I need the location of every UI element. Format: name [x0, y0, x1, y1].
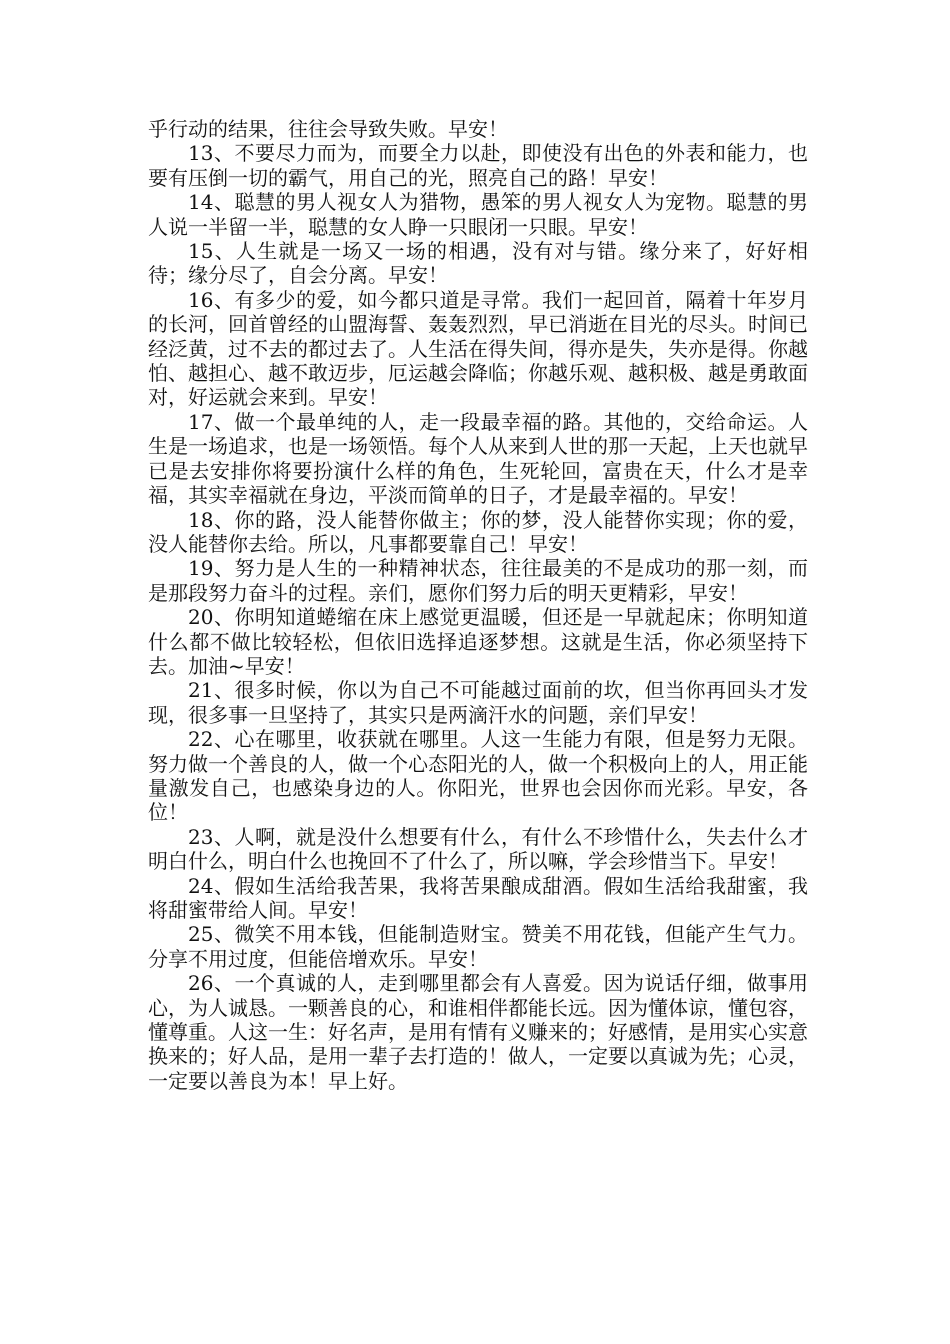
paragraph-15: 15、人生就是一场又一场的相遇，没有对与错。缘分来了，好好相待；缘分尽了，自会分离。早安！ [148, 239, 808, 288]
paragraph-17: 17、做一个最单纯的人，走一段最幸福的路。其他的，交给命运。人生是一场追求，也是一场领悟。每个人从来到人世的那一天起，上天也就早已是去安排你将要扮演什么样的角色，生死轮回，富贵在天，什么才是幸福，其实幸福就在身边，平淡而简单的日子，才是最幸福的。早安！ [148, 409, 808, 508]
paragraph-26: 26、一个真诚的人，走到哪里都会有人喜爱。因为说话仔细，做事用心，为人诚恳。一颗善良的心，和谁相伴都能长远。因为懂体谅，懂包容，懂尊重。人这一生：好名声，是用有情有义赚来的；好感情，是用实心实意换来的；好人品，是用一辈子去打造的！做人，一定要以真诚为先；心灵，一定要以善良为本！早上好。 [148, 971, 808, 1093]
paragraph-16: 16、有多少的爱，如今都只道是寻常。我们一起回首，隔着十年岁月的长河，回首曾经的山盟海誓、轰轰烈烈，早已消逝在目光的尽头。时间已经泛黄，过不去的都过去了。人生活在得失间，得亦是失，失亦是得。你越怕、越担心、越不敢迈步，厄运越会降临；你越乐观、越积极、越是勇敢面对，好运就会来到。早安！ [148, 287, 808, 410]
paragraph-continuation: 乎行动的结果，往往会导致失败。早安！ [148, 117, 508, 141]
paragraph-14: 14、聪慧的男人视女人为猎物，愚笨的男人视女人为宠物。聪慧的男人说一半留一半，聪慧的女人睁一只眼闭一只眼。早安！ [148, 190, 808, 239]
paragraph-24: 24、假如生活给我苦果，我将苦果酿成甜酒。假如生活给我甜蜜，我将甜蜜带给人间。早安！ [148, 873, 808, 922]
document-body [148, 117, 808, 1093]
paragraph-13: 13、不要尽力而为，而要全力以赴，即使没有出色的外表和能力，也要有压倒一切的霸气，用自己的光，照亮自己的路！早安！ [148, 141, 808, 190]
paragraph-23: 23、人啊，就是没什么想要有什么，有什么不珍惜什么，失去什么才明白什么，明白什么也挽回不了什么了，所以嘛，学会珍惜当下。早安！ [148, 824, 808, 874]
paragraph-18: 18、你的路，没人能替你做主；你的梦，没人能替你实现；你的爱，没人能替你去给。所以，凡事都要靠自己！早安！ [148, 507, 808, 556]
paragraph-22: 22、心在哪里，收获就在哪里。人这一生能力有限，但是努力无限。努力做一个善良的人，做一个心态阳光的人，做一个积极向上的人，用正能量激发自己，也感染身边的人。你阳光，世界也会因你而光彩。早安，各位！ [148, 727, 808, 825]
paragraph-20: 20、你明知道蜷缩在床上感觉更温暖，但还是一早就起床；你明知道什么都不做比较轻松，但依旧选择追逐梦想。这就是生活，你必须坚持下去。加油~早安！ [148, 605, 808, 678]
paragraph-19: 19、努力是人生的一种精神状态，往往最美的不是成功的那一刻，而是那段努力奋斗的过程。亲们，愿你们努力后的明天更精彩，早安！ [148, 556, 808, 605]
paragraph-25: 25、微笑不用本钱，但能制造财宝。赞美不用花钱，但能产生气力。分享不用过度，但能倍增欢乐。早安！ [148, 922, 808, 971]
paragraph-21: 21、很多时候，你以为自己不可能越过面前的坎，但当你再回头才发现，很多事一旦坚持了，其实只是两滴汗水的问题，亲们早安！ [148, 678, 808, 727]
